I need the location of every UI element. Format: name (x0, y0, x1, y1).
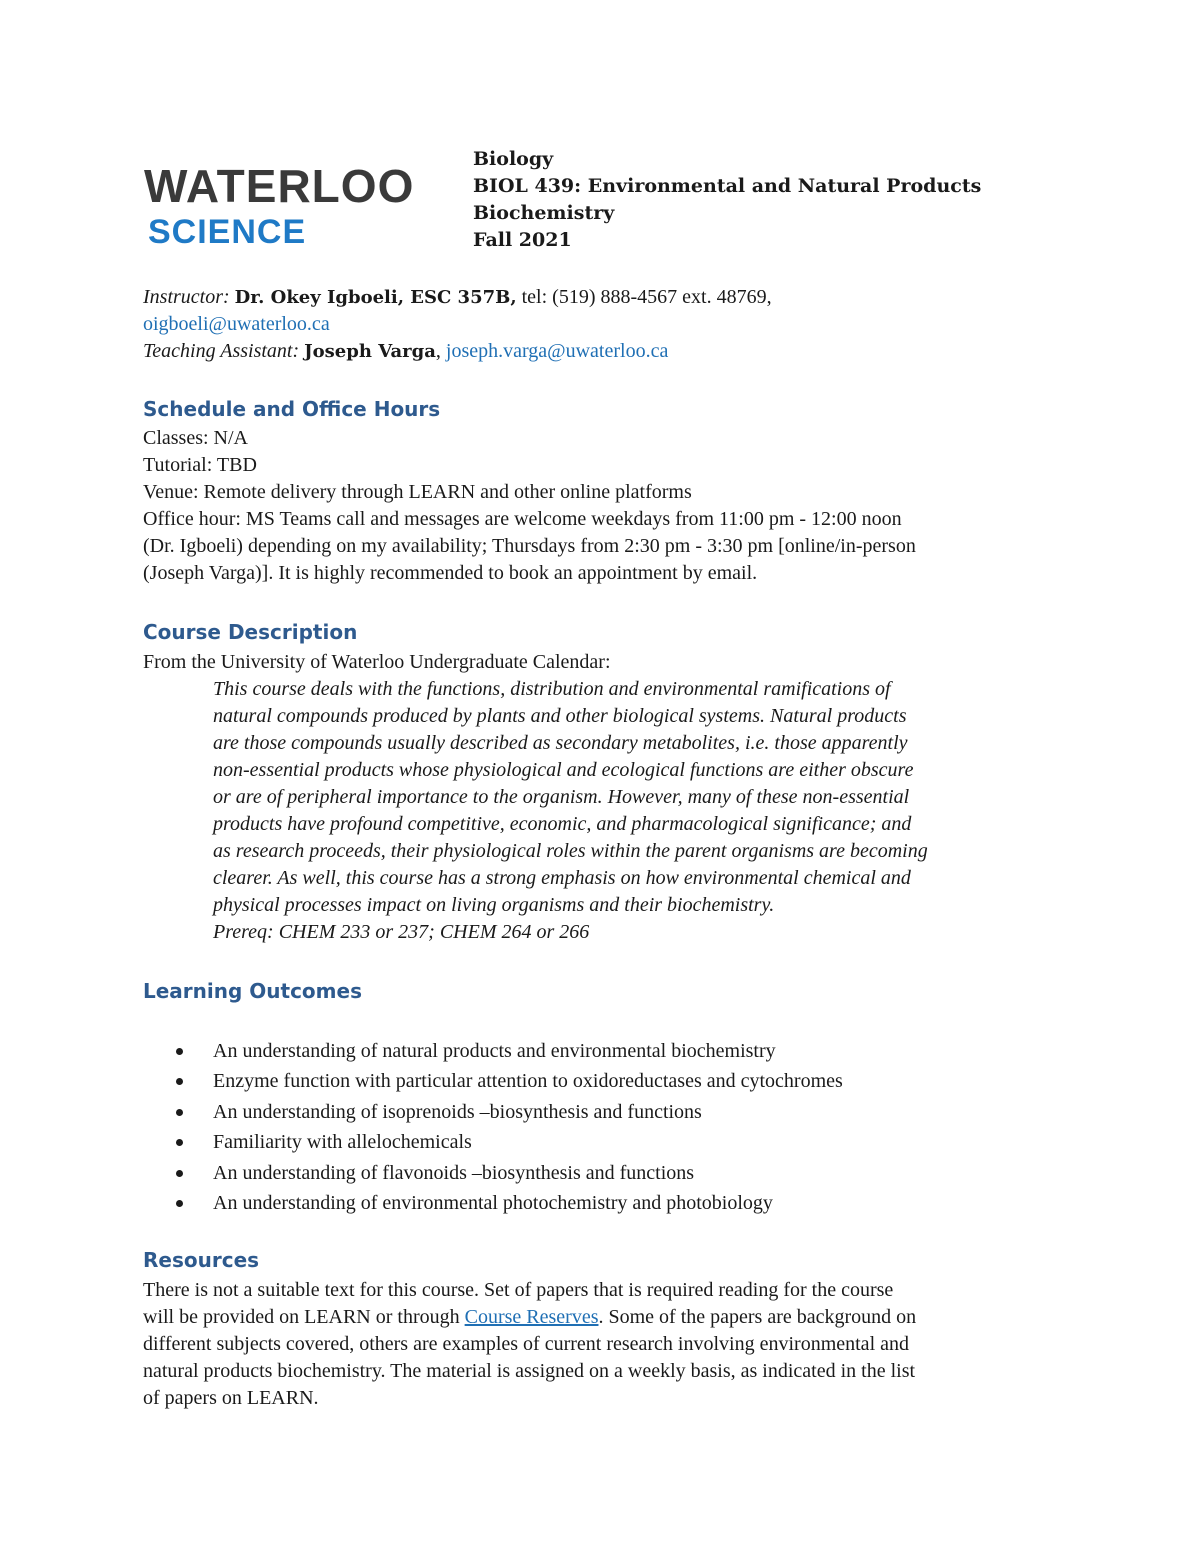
ta-separator: , (435, 340, 446, 362)
quote-line: non-essential products whose physiological and ecological functions are either obscure (213, 759, 914, 781)
schedule-line: Venue: Remote delivery through LEARN and other online platforms (143, 481, 692, 503)
quote-line: are those compounds usually described as secondary metabolites, i.e. those apparently (213, 732, 908, 754)
instructor-name: Dr. Okey Igboeli, ESC 357B, (234, 287, 517, 308)
prereq-line: Prereq: CHEM 233 or 237; CHEM 264 or 266 (213, 921, 590, 943)
quote-line: or are of peripheral importance to the organism. However, many of these non-essential (213, 786, 910, 808)
calendar-quote (213, 676, 928, 946)
instructor-email-link[interactable]: oigboeli@uwaterloo.ca (143, 313, 330, 335)
resources-line: There is not a suitable text for this course. Set of papers that is required reading for the course (143, 1279, 894, 1301)
list-item: Familiarity with allelochemicals (143, 1127, 843, 1157)
learning-outcomes-heading: Learning Outcomes (143, 979, 362, 1003)
resources-body (143, 1277, 1073, 1412)
course-header (473, 146, 981, 254)
course-term: Fall 2021 (473, 229, 572, 251)
list-item: An understanding of environmental photochemistry and photobiology (143, 1188, 843, 1218)
quote-line: as research proceeds, their physiological roles within the parent organisms are becoming (213, 840, 928, 862)
list-item: An understanding of natural products and environmental biochemistry (143, 1036, 843, 1066)
course-title-line-2: Biochemistry (473, 202, 615, 224)
resources-text: . Some of the papers are background on (598, 1306, 917, 1328)
course-description-heading: Course Description (143, 620, 358, 644)
learning-outcomes-list (143, 1036, 843, 1218)
list-item: An understanding of isoprenoids –biosynthesis and functions (143, 1097, 843, 1127)
resources-heading: Resources (143, 1248, 260, 1272)
resources-line: of papers on LEARN. (143, 1387, 319, 1409)
schedule-heading: Schedule and Office Hours (143, 397, 441, 421)
quote-line: clearer. As well, this course has a strong emphasis on how environmental chemical and (213, 867, 911, 889)
resources-line: different subjects covered, others are examples of current research involving environmental and (143, 1333, 909, 1355)
waterloo-science-logo (144, 160, 415, 251)
schedule-line: Office hour: MS Teams call and messages are welcome weekdays from 11:00 pm - 12:00 noon (143, 508, 902, 530)
staff-info (143, 284, 772, 365)
ta-name: Joseph Varga (304, 341, 436, 362)
course-reserves-link[interactable]: Course Reserves (464, 1306, 599, 1328)
instructor-line (143, 284, 772, 311)
quote-line: products have profound competitive, economic, and pharmacological significance; and (213, 813, 912, 835)
list-item: An understanding of flavonoids –biosynthesis and functions (143, 1158, 843, 1188)
schedule-line: (Dr. Igboeli) depending on my availability; Thursdays from 2:30 pm - 3:30 pm [online/in-person (143, 535, 916, 557)
resources-text: will be provided on LEARN or through (143, 1306, 465, 1328)
schedule-line: Classes: N/A (143, 427, 248, 449)
resources-line (143, 1304, 1073, 1331)
schedule-body (143, 425, 1073, 587)
ta-line (143, 338, 772, 365)
list-item: Enzyme function with particular attention to oxidoreductases and cytochromes (143, 1066, 843, 1096)
logo-wordmark-waterloo: WATERLOO (144, 160, 415, 212)
instructor-phone: tel: (519) 888-4567 ext. 48769, (516, 286, 772, 308)
logo-wordmark-science: SCIENCE (148, 213, 307, 251)
quote-line: physical processes impact on living organisms and their biochemistry. (213, 894, 775, 916)
quote-line: This course deals with the functions, distribution and environmental ramifications of (213, 678, 891, 700)
department-name: Biology (473, 148, 554, 170)
description-intro: From the University of Waterloo Undergraduate Calendar: (143, 651, 611, 673)
schedule-line: (Joseph Varga)]. It is highly recommended to book an appointment by email. (143, 562, 758, 584)
resources-line: natural products biochemistry. The material is assigned on a weekly basis, as indicated in the list (143, 1360, 916, 1382)
ta-label: Teaching Assistant: (143, 340, 300, 362)
ta-email-link[interactable]: joseph.varga@uwaterloo.ca (445, 340, 669, 362)
course-title-line-1: BIOL 439: Environmental and Natural Products (473, 175, 982, 197)
schedule-line: Tutorial: TBD (143, 454, 257, 476)
instructor-label: Instructor: (143, 286, 230, 308)
quote-line: natural compounds produced by plants and other biological systems. Natural products (213, 705, 907, 727)
